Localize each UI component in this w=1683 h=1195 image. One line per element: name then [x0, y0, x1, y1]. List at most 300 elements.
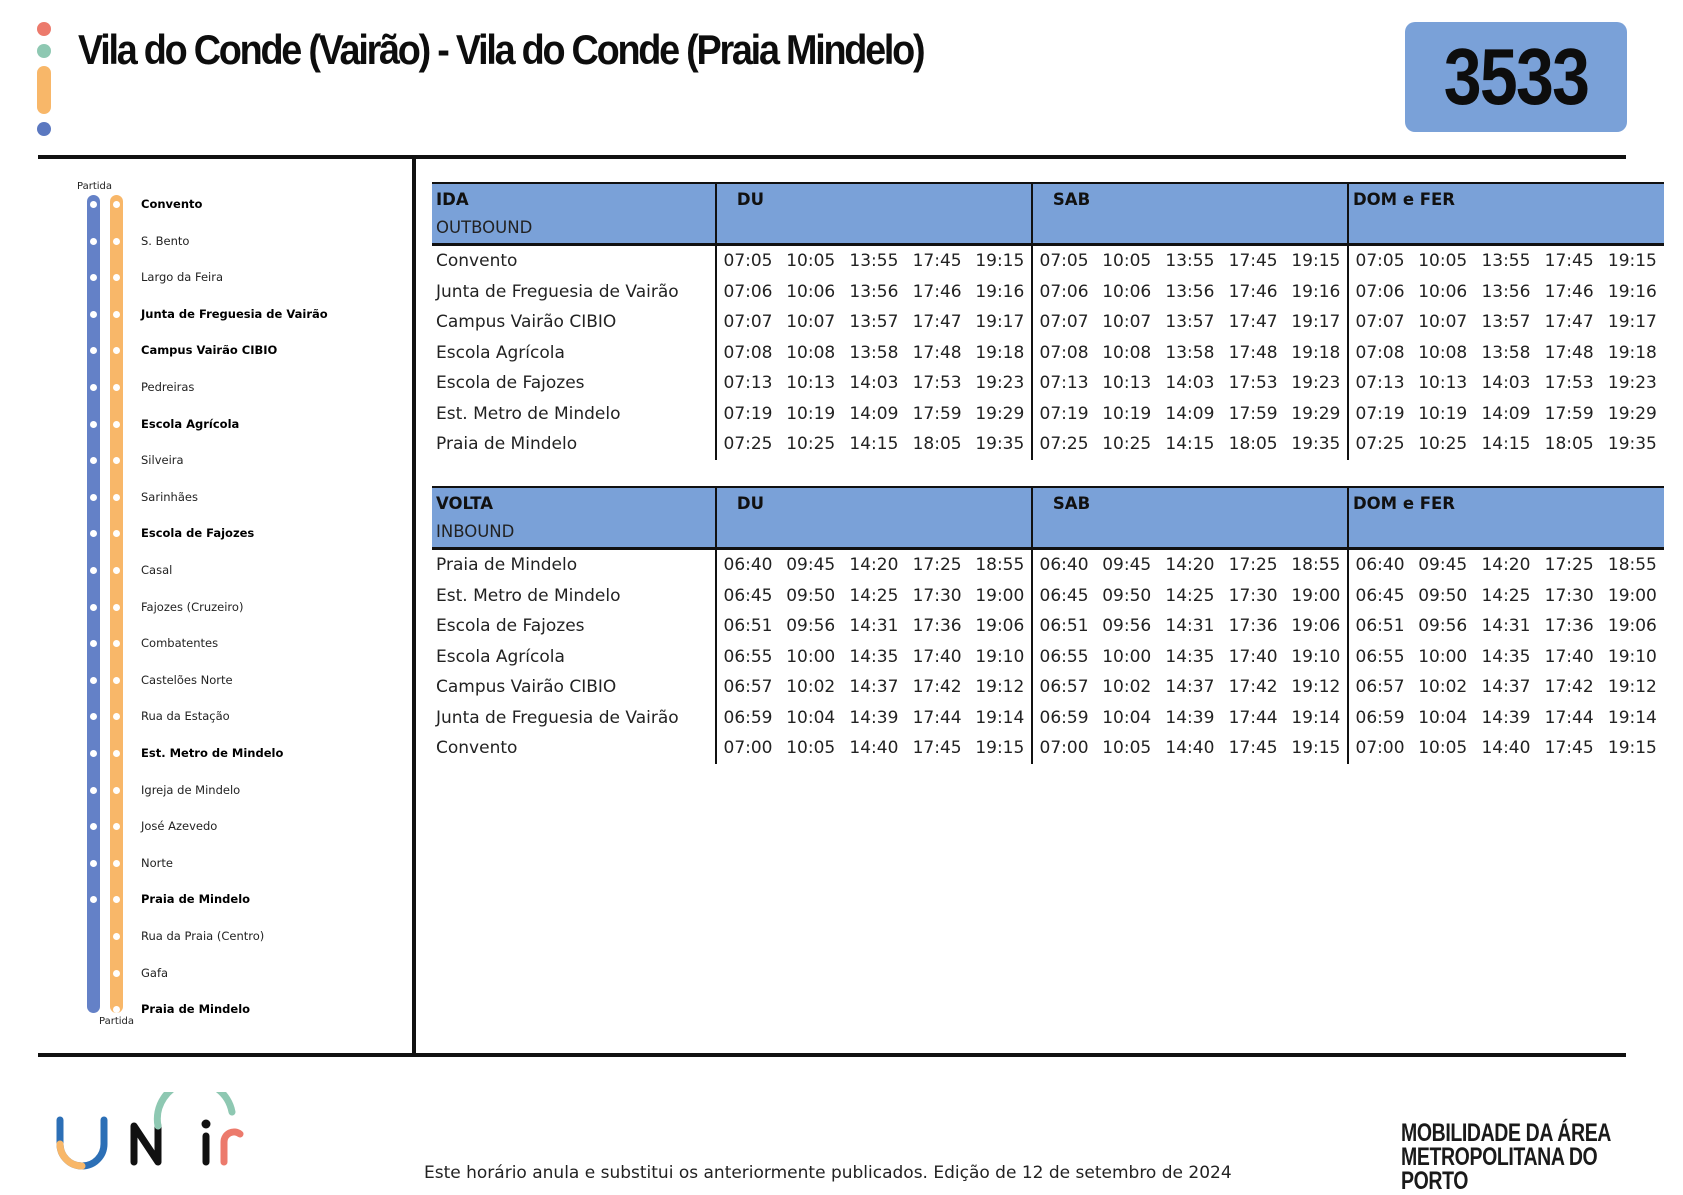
time-cell: 14:09 — [1481, 403, 1531, 424]
time-cell: 06:55 — [716, 642, 779, 673]
time-cell: 07:00 — [1032, 733, 1095, 764]
time-cell: 10:02 — [1102, 677, 1152, 698]
stop-name-cell: Praia de Mindelo — [436, 555, 578, 576]
time-cell: 06:40 — [1348, 549, 1411, 581]
time-cell: 10:04 — [786, 707, 836, 728]
time-cell: 09:45 — [1418, 555, 1468, 576]
stop-item — [0, 561, 400, 581]
time-cell: 19:18 — [975, 342, 1025, 363]
time-cell: 14:03 — [849, 373, 899, 394]
time-cell: 14:25 — [1481, 585, 1531, 606]
stop-name: Pedreiras — [141, 380, 195, 394]
time-cell: 06:57 — [1032, 672, 1095, 703]
group-header-dom-fer: DOM e FER — [1348, 183, 1664, 214]
stop-dot-icon — [90, 677, 97, 684]
direction-sublabel: INBOUND — [436, 521, 515, 541]
time-cell: 10:19 — [1102, 403, 1152, 424]
unir-logo-icon — [54, 1092, 254, 1181]
time-cell: 06:55 — [1032, 642, 1095, 673]
time-cell: 07:25 — [716, 429, 779, 460]
stop-name-cell: Convento — [436, 738, 518, 759]
table-row — [432, 642, 1664, 673]
stop-dot-icon — [90, 823, 97, 830]
stop-item — [0, 927, 400, 947]
time-cell: 14:35 — [849, 646, 899, 667]
time-cell: 19:00 — [1607, 585, 1657, 606]
stop-dot-icon — [113, 1006, 120, 1013]
stop-name: Convento — [141, 197, 203, 211]
table-row — [432, 429, 1664, 460]
stop-name: Est. Metro de Mindelo — [141, 746, 284, 760]
time-cell: 17:36 — [1228, 616, 1278, 637]
time-cell: 06:51 — [1032, 611, 1095, 642]
time-cell: 17:42 — [1544, 677, 1594, 698]
time-cell: 17:40 — [1544, 646, 1594, 667]
time-cell: 14:39 — [1481, 707, 1531, 728]
time-cell: 14:37 — [1165, 677, 1215, 698]
time-cell: 10:07 — [1418, 312, 1468, 333]
time-cell: 18:05 — [912, 434, 962, 455]
time-cell: 18:05 — [1544, 434, 1594, 455]
stop-name-cell: Escola Agrícola — [436, 646, 565, 667]
brand-dots-icon — [36, 22, 52, 140]
stop-name: Fajozes (Cruzeiro) — [141, 599, 244, 614]
time-cell: 19:15 — [1607, 738, 1657, 759]
stop-dot-icon — [90, 787, 97, 794]
stop-dot-icon — [90, 860, 97, 867]
time-cell: 07:07 — [1032, 307, 1095, 338]
table-row — [432, 245, 1664, 277]
table-row — [432, 672, 1664, 703]
stop-dot-icon — [90, 567, 97, 574]
time-cell: 19:23 — [1291, 373, 1341, 394]
stop-name: José Azevedo — [141, 819, 218, 834]
time-cell: 17:44 — [912, 707, 962, 728]
time-cell: 10:05 — [1102, 738, 1152, 759]
stop-dot-icon — [90, 384, 97, 391]
stop-name: Largo da Feira — [141, 270, 224, 285]
time-cell: 06:51 — [716, 611, 779, 642]
stop-name: S. Bento — [141, 233, 190, 248]
stop-name: Castelões Norte — [141, 672, 233, 687]
time-cell: 14:15 — [849, 434, 899, 455]
stop-dot-icon — [113, 933, 120, 940]
group-header-du: DU — [716, 183, 1032, 214]
time-cell: 07:19 — [716, 399, 779, 430]
time-cell: 17:42 — [912, 677, 962, 698]
time-cell: 06:45 — [1348, 581, 1411, 612]
stop-name-cell: Escola de Fajozes — [436, 616, 585, 637]
time-cell: 06:45 — [716, 581, 779, 612]
time-cell: 13:57 — [849, 312, 899, 333]
group-header-dom-fer: DOM e FER — [1348, 487, 1664, 518]
time-cell: 14:09 — [849, 403, 899, 424]
stop-dot-icon — [113, 677, 120, 684]
time-cell: 10:13 — [1102, 373, 1152, 394]
edition-note: Este horário anula e substitui os anteriormente publicados. Edição de 12 de setembro de 2024 — [424, 1163, 1232, 1183]
time-cell: 10:25 — [786, 434, 836, 455]
table-row — [432, 581, 1664, 612]
stop-dot-icon — [90, 713, 97, 720]
time-cell: 10:05 — [1418, 251, 1468, 272]
time-cell: 10:08 — [1418, 342, 1468, 363]
time-cell: 06:40 — [1032, 549, 1095, 581]
time-cell: 14:09 — [1165, 403, 1215, 424]
stop-dot-icon — [113, 860, 120, 867]
time-cell: 07:06 — [1348, 277, 1411, 308]
time-cell: 17:47 — [912, 312, 962, 333]
stop-dot-icon — [113, 567, 120, 574]
stop-item — [0, 707, 400, 727]
stop-name-cell: Campus Vairão CIBIO — [436, 677, 617, 698]
table-row — [432, 399, 1664, 430]
time-cell: 07:07 — [1348, 307, 1411, 338]
time-cell: 19:06 — [1607, 616, 1657, 637]
stop-dot-icon — [90, 274, 97, 281]
time-cell: 10:04 — [1102, 707, 1152, 728]
time-cell: 10:06 — [1102, 281, 1152, 302]
time-cell: 14:40 — [1481, 738, 1531, 759]
bottom-divider — [38, 1053, 1626, 1057]
time-cell: 17:44 — [1544, 707, 1594, 728]
time-cell: 10:19 — [1418, 403, 1468, 424]
table-row — [432, 733, 1664, 764]
time-cell: 17:53 — [912, 373, 962, 394]
table-row — [432, 338, 1664, 369]
time-cell: 13:58 — [849, 342, 899, 363]
time-cell: 07:05 — [1348, 245, 1411, 277]
stop-item — [0, 817, 400, 837]
time-cell: 10:06 — [786, 281, 836, 302]
time-cell: 14:15 — [1165, 434, 1215, 455]
stop-name-cell: Junta de Freguesia de Vairão — [436, 707, 679, 728]
time-cell: 13:55 — [1481, 251, 1531, 272]
time-cell: 17:59 — [912, 403, 962, 424]
time-cell: 07:19 — [1032, 399, 1095, 430]
time-cell: 13:58 — [1165, 342, 1215, 363]
time-cell: 17:40 — [1228, 646, 1278, 667]
stop-dot-icon — [113, 238, 120, 245]
time-cell: 17:59 — [1228, 403, 1278, 424]
time-cell: 10:00 — [1418, 646, 1468, 667]
time-cell: 17:45 — [1544, 251, 1594, 272]
time-cell: 17:47 — [1228, 312, 1278, 333]
time-cell: 14:31 — [1165, 616, 1215, 637]
stop-dot-icon — [113, 457, 120, 464]
stop-dot-icon — [113, 713, 120, 720]
table-row — [432, 307, 1664, 338]
time-cell: 17:30 — [1228, 585, 1278, 606]
stop-name: Junta de Freguesia de Vairão — [141, 306, 328, 321]
time-cell: 09:56 — [1418, 616, 1468, 637]
time-cell: 10:00 — [786, 646, 836, 667]
time-cell: 14:37 — [1481, 677, 1531, 698]
time-cell: 14:35 — [1165, 646, 1215, 667]
stop-name-cell: Escola de Fajozes — [436, 373, 585, 394]
time-cell: 19:12 — [975, 677, 1025, 698]
time-cell: 10:08 — [786, 342, 836, 363]
time-cell: 10:08 — [1102, 342, 1152, 363]
time-cell: 06:51 — [1348, 611, 1411, 642]
stop-item — [0, 781, 400, 801]
time-cell: 19:15 — [975, 251, 1025, 272]
stop-name: Silveira — [141, 453, 184, 468]
time-cell: 07:08 — [1032, 338, 1095, 369]
time-cell: 17:25 — [1228, 555, 1278, 576]
time-cell: 19:35 — [1607, 434, 1657, 455]
time-cell: 10:04 — [1418, 707, 1468, 728]
time-cell: 13:55 — [849, 251, 899, 272]
time-cell: 10:06 — [1418, 281, 1468, 302]
timetable-outbound — [432, 182, 1664, 460]
time-cell: 14:25 — [1165, 585, 1215, 606]
stop-name: Sarinhães — [141, 489, 198, 504]
time-cell: 10:05 — [786, 251, 836, 272]
stop-dot-icon — [90, 604, 97, 611]
time-cell: 19:29 — [1607, 403, 1657, 424]
timetable-inbound — [432, 486, 1664, 764]
stop-item — [0, 524, 400, 544]
time-cell: 19:14 — [975, 707, 1025, 728]
time-cell: 13:56 — [849, 281, 899, 302]
red-dot-icon — [37, 22, 51, 36]
stop-item — [0, 378, 400, 398]
time-cell: 10:05 — [786, 738, 836, 759]
time-cell: 14:31 — [849, 616, 899, 637]
stop-item — [0, 634, 400, 654]
time-cell: 17:47 — [1544, 312, 1594, 333]
time-cell: 14:35 — [1481, 646, 1531, 667]
time-cell: 10:25 — [1418, 434, 1468, 455]
time-cell: 19:15 — [975, 738, 1025, 759]
stop-dot-icon — [113, 494, 120, 501]
time-cell: 07:07 — [716, 307, 779, 338]
time-cell: 17:48 — [912, 342, 962, 363]
stop-name: Rua da Estação — [141, 709, 230, 724]
time-cell: 06:57 — [716, 672, 779, 703]
time-cell: 19:10 — [1291, 646, 1341, 667]
stop-item — [0, 671, 400, 691]
stop-name-cell: Est. Metro de Mindelo — [436, 585, 621, 606]
time-cell: 09:45 — [1102, 555, 1152, 576]
stop-dot-icon — [113, 750, 120, 757]
time-cell: 18:55 — [975, 555, 1025, 576]
time-cell: 17:53 — [1544, 373, 1594, 394]
stop-item — [0, 268, 400, 288]
time-cell: 07:25 — [1348, 429, 1411, 460]
stop-item — [0, 854, 400, 874]
time-cell: 10:02 — [786, 677, 836, 698]
time-cell: 14:20 — [1165, 555, 1215, 576]
green-dot-icon — [37, 44, 51, 58]
stop-dot-icon — [90, 494, 97, 501]
route-number-badge — [1405, 22, 1627, 132]
time-cell: 13:56 — [1165, 281, 1215, 302]
time-cell: 19:35 — [975, 434, 1025, 455]
time-cell: 14:39 — [849, 707, 899, 728]
time-cell: 17:30 — [912, 585, 962, 606]
time-cell: 19:14 — [1291, 707, 1341, 728]
time-cell: 13:57 — [1481, 312, 1531, 333]
table-row — [432, 368, 1664, 399]
table-row — [432, 703, 1664, 734]
page-title: Vila do Conde (Vairão) - Vila do Conde (Praia Mindelo) — [78, 26, 924, 73]
time-cell: 14:20 — [849, 555, 899, 576]
time-cell: 17:46 — [1228, 281, 1278, 302]
time-cell: 17:45 — [1228, 738, 1278, 759]
stop-item — [0, 488, 400, 508]
stop-name: Casal — [141, 563, 173, 577]
stop-dot-icon — [113, 347, 120, 354]
stop-dot-icon — [90, 238, 97, 245]
time-cell: 13:56 — [1481, 281, 1531, 302]
time-cell: 07:00 — [1348, 733, 1411, 764]
stop-dot-icon — [90, 311, 97, 318]
time-cell: 10:02 — [1418, 677, 1468, 698]
group-header-du: DU — [716, 487, 1032, 518]
time-cell: 13:58 — [1481, 342, 1531, 363]
time-cell: 18:55 — [1291, 555, 1341, 576]
stop-name-cell: Campus Vairão CIBIO — [436, 312, 617, 333]
time-cell: 17:36 — [1544, 616, 1594, 637]
stop-item — [0, 415, 400, 435]
stop-item — [0, 341, 400, 361]
partida-label-top: Partida — [77, 181, 112, 192]
stop-item — [0, 1000, 400, 1020]
time-cell: 17:45 — [1544, 738, 1594, 759]
stop-item — [0, 232, 400, 252]
time-cell: 10:13 — [786, 373, 836, 394]
route-number: 3533 — [1443, 32, 1589, 121]
time-cell: 17:25 — [912, 555, 962, 576]
time-cell: 17:53 — [1228, 373, 1278, 394]
time-cell: 14:39 — [1165, 707, 1215, 728]
time-cell: 17:30 — [1544, 585, 1594, 606]
time-cell: 19:16 — [1291, 281, 1341, 302]
time-cell: 19:15 — [1291, 251, 1341, 272]
stop-dot-icon — [90, 347, 97, 354]
time-cell: 07:06 — [716, 277, 779, 308]
time-cell: 07:08 — [716, 338, 779, 369]
stop-name: Rua da Praia (Centro) — [141, 929, 265, 943]
time-cell: 07:05 — [716, 245, 779, 277]
time-cell: 17:45 — [912, 738, 962, 759]
time-cell: 17:25 — [1544, 555, 1594, 576]
time-cell: 17:46 — [912, 281, 962, 302]
stop-dot-icon — [113, 604, 120, 611]
stop-dot-icon — [90, 421, 97, 428]
time-cell: 06:45 — [1032, 581, 1095, 612]
time-cell: 19:15 — [1291, 738, 1341, 759]
time-cell: 17:48 — [1228, 342, 1278, 363]
stop-item — [0, 890, 400, 910]
stop-item — [0, 598, 400, 618]
time-cell: 13:57 — [1165, 312, 1215, 333]
time-cell: 19:00 — [1291, 585, 1341, 606]
stop-dot-icon — [90, 201, 97, 208]
stop-item — [0, 195, 400, 215]
top-divider — [38, 155, 1626, 159]
time-cell: 14:31 — [1481, 616, 1531, 637]
time-cell: 17:59 — [1544, 403, 1594, 424]
time-cell: 06:57 — [1348, 672, 1411, 703]
time-cell: 10:19 — [786, 403, 836, 424]
time-cell: 09:50 — [1418, 585, 1468, 606]
time-cell: 19:18 — [1607, 342, 1657, 363]
group-header-sab: SAB — [1032, 183, 1348, 214]
stop-name-cell: Est. Metro de Mindelo — [436, 403, 621, 424]
time-cell: 19:06 — [975, 616, 1025, 637]
time-cell: 19:18 — [1291, 342, 1341, 363]
time-cell: 17:48 — [1544, 342, 1594, 363]
stop-dot-icon — [113, 530, 120, 537]
direction-label: VOLTA — [436, 494, 494, 513]
time-cell: 07:13 — [1032, 368, 1095, 399]
time-cell: 09:56 — [1102, 616, 1152, 637]
stop-name: Gafa — [141, 965, 169, 980]
time-cell: 09:45 — [786, 555, 836, 576]
stop-name: Praia de Mindelo — [141, 1002, 251, 1017]
time-cell: 10:05 — [1418, 738, 1468, 759]
time-cell: 19:12 — [1291, 677, 1341, 698]
time-cell: 17:42 — [1228, 677, 1278, 698]
time-cell: 10:13 — [1418, 373, 1468, 394]
stop-dot-icon — [90, 457, 97, 464]
time-cell: 19:17 — [975, 312, 1025, 333]
amp-logo — [1401, 1121, 1621, 1193]
stop-item — [0, 305, 400, 325]
stop-name: Campus Vairão CIBIO — [141, 343, 278, 358]
time-cell: 14:40 — [1165, 738, 1215, 759]
time-cell: 13:55 — [1165, 251, 1215, 272]
time-cell: 14:15 — [1481, 434, 1531, 455]
blue-dot-icon — [37, 122, 51, 136]
amp-line-1: MOBILIDADE DA ÁREA — [1401, 1119, 1612, 1147]
table-row — [432, 277, 1664, 308]
stop-dot-icon — [113, 787, 120, 794]
stop-item — [0, 964, 400, 984]
stop-dot-icon — [90, 640, 97, 647]
time-cell: 19:23 — [1607, 373, 1657, 394]
stop-dot-icon — [113, 896, 120, 903]
stop-name-cell: Convento — [436, 251, 518, 272]
time-cell: 19:16 — [1607, 281, 1657, 302]
stop-dot-icon — [113, 421, 120, 428]
time-cell: 06:55 — [1348, 642, 1411, 673]
time-cell: 10:07 — [786, 312, 836, 333]
time-cell: 10:25 — [1102, 434, 1152, 455]
time-cell: 19:29 — [975, 403, 1025, 424]
time-cell: 14:03 — [1481, 373, 1531, 394]
time-cell: 17:36 — [912, 616, 962, 637]
stop-dot-icon — [90, 530, 97, 537]
time-cell: 19:06 — [1291, 616, 1341, 637]
stop-dot-icon — [113, 274, 120, 281]
stop-name: Combatentes — [141, 636, 219, 651]
time-cell: 14:37 — [849, 677, 899, 698]
time-cell: 07:05 — [1032, 245, 1095, 277]
time-cell: 18:55 — [1607, 555, 1657, 576]
time-cell: 17:45 — [912, 251, 962, 272]
time-cell: 14:20 — [1481, 555, 1531, 576]
stop-item — [0, 744, 400, 764]
stop-name: Escola Agrícola — [141, 416, 240, 431]
time-cell: 07:08 — [1348, 338, 1411, 369]
stop-dot-icon — [113, 384, 120, 391]
partida-label-bottom: Partida — [99, 1016, 134, 1027]
direction-label: IDA — [436, 190, 469, 209]
time-cell: 06:59 — [1032, 703, 1095, 734]
